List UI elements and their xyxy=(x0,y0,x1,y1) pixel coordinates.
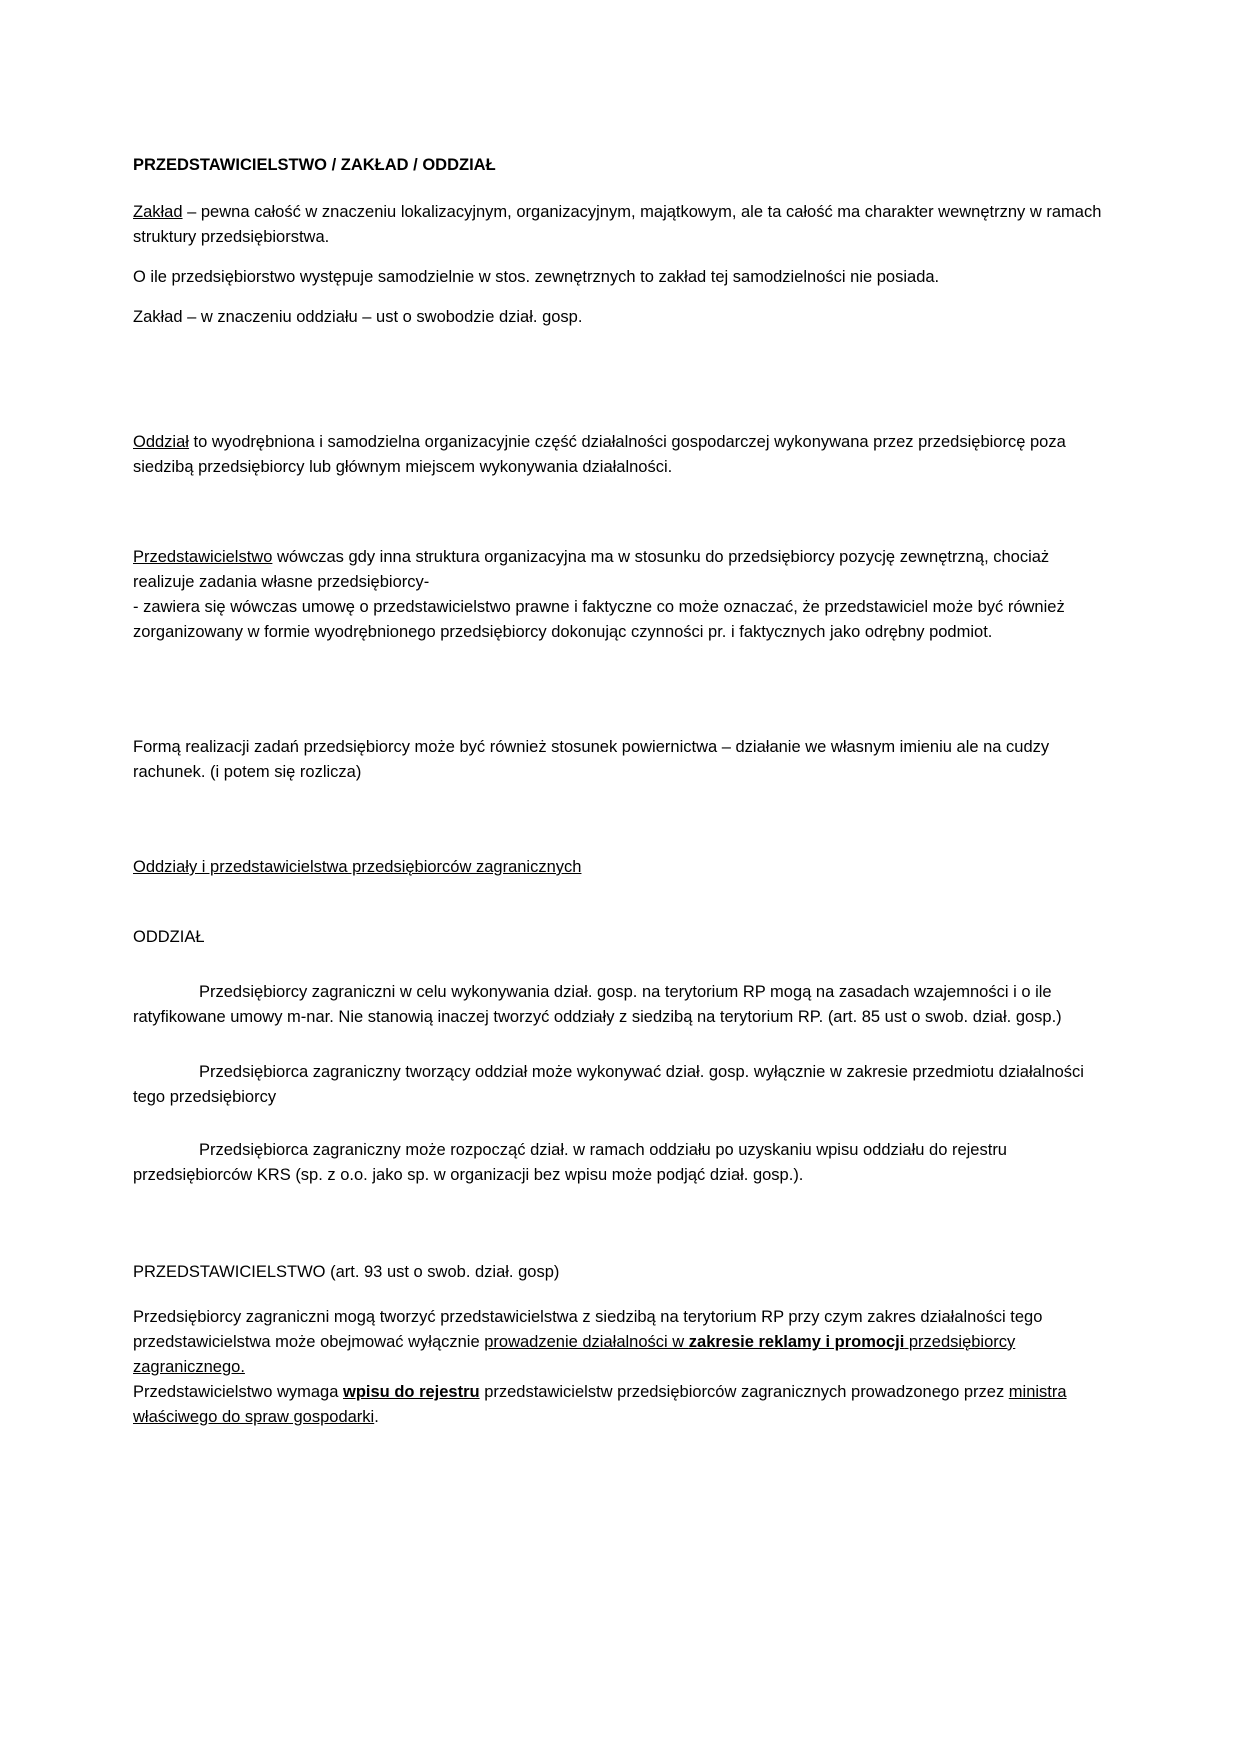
term-zaklad: Zakład xyxy=(133,203,183,221)
text-segment-bold-underlined: zakresie reklamy i promocji xyxy=(688,1333,905,1351)
text-segment-underlined: przedsiębiorcy zagranicznego. xyxy=(133,1333,1016,1376)
paragraph-forma-powiernictwa: Formą realizacji zadań przedsiębiorcy może być również stosunek powiernictwa – działanie we własnym imieniu ale na cudzy rachunek. (i potem się rozlicza) xyxy=(133,738,1050,781)
text-segment-bold-underlined: wpisu do rejestru xyxy=(343,1383,480,1401)
paragraph-przedstawicielstwo-zagraniczne xyxy=(133,1305,1107,1430)
text-segment: Przedstawicielstwo wymaga xyxy=(133,1383,343,1401)
heading-oddzialy-zagraniczne: Oddziały i przedstawicielstwa przedsiębiorców zagranicznych xyxy=(133,858,582,876)
paragraph-oddzial-zagraniczny-3: Przedsiębiorca zagraniczny może rozpocząć dział. w ramach oddziału po uzyskaniu wpisu oddziału do rejestru przedsiębiorców KRS (sp. z o.o. jako sp. w organizacji bez wpisu może podjąć dział. gosp.). xyxy=(133,1141,1007,1184)
text-segment-underlined: ministra właściwego do spraw gospodarki xyxy=(133,1383,1067,1426)
heading-przedstawicielstwo-art93: PRZEDSTAWICIELSTWO (art. 93 ust o swob. dział. gosp) xyxy=(133,1263,560,1281)
paragraph-oddzial-zagraniczny-2: Przedsiębiorca zagraniczny tworzący oddział może wykonywać dział. gosp. wyłącznie w zakresie przedmiotu działalności tego przedsiębiorcy xyxy=(133,1063,1084,1106)
paragraph-samodzielnosc: O ile przedsiębiorstwo występuje samodzielnie w stos. zewnętrznych to zakład tej samodzielności nie posiada. xyxy=(133,268,940,286)
text-segment: – pewna całość w znaczeniu lokalizacyjnym, organizacyjnym, majątkowym, ale ta całość ma charakter wewnętrzny w ramach struktury przedsiębiorstwa. xyxy=(133,203,1102,246)
text-segment: przedstawicielstw przedsiębiorców zagranicznych prowadzonego przez xyxy=(479,1383,1009,1401)
paragraph-zaklad-oddzial: Zakład – w znaczeniu oddziału – ust o swobodzie dział. gosp. xyxy=(133,308,583,326)
text-segment-underlined: prowadzenie działalności w xyxy=(484,1333,689,1351)
heading-oddzial: ODDZIAŁ xyxy=(133,928,205,946)
paragraph-przedstawicielstwo-definition xyxy=(133,545,1107,645)
text-segment: wówczas gdy inna struktura organizacyjna ma w stosunku do przedsiębiorcy pozycję zewnętrzną, chociaż realizuje zadania własne przedsiębiorcy- xyxy=(133,548,1050,591)
paragraph-zaklad-definition xyxy=(133,200,1107,250)
term-przedstawicielstwo: Przedstawicielstwo xyxy=(133,548,273,566)
term-oddzial: Oddział xyxy=(133,433,189,451)
text-segment: to wyodrębniona i samodzielna organizacyjnie część działalności gospodarczej wykonywana przez przedsiębiorcę poza siedzibą przedsiębiorcy lub głównym miejscem wykonywania działalności. xyxy=(133,433,1066,476)
page-title: PRZEDSTAWICIELSTWO / ZAKŁAD / ODDZIAŁ xyxy=(133,156,496,174)
text-segment: - zawiera się wówczas umowę o przedstawicielstwo prawne i faktyczne co może oznaczać, że przedstawiciel może być również zorganizowany w formie wyodrębnionego przedsiębiorcy dokonując czynności pr. i faktycznych jako odrębny podmiot. xyxy=(133,598,1065,641)
paragraph-oddzial-definition xyxy=(133,430,1107,480)
paragraph-oddzial-zagraniczny-1: Przedsiębiorcy zagraniczni w celu wykonywania dział. gosp. na terytorium RP mogą na zasadach wzajemności i o ile ratyfikowane umowy m-nar. Nie stanowią inaczej tworzyć oddziały z siedzibą na terytorium RP. (art. 85 ust o swob. dział. gosp.) xyxy=(133,983,1062,1026)
text-segment: Przedsiębiorcy zagraniczni mogą tworzyć przedstawicielstwa z siedzibą na terytorium RP przy czym zakres działalności tego przedstawicielstwa może obejmować wyłącznie xyxy=(133,1308,1043,1351)
document-body xyxy=(133,153,1107,1430)
text-segment: . xyxy=(374,1408,379,1426)
